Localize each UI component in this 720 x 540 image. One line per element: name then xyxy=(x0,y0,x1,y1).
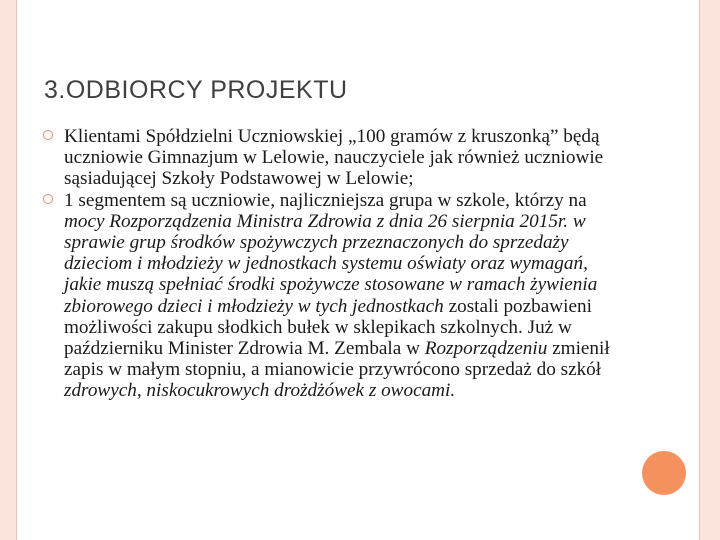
bullet-text-segment: 1 segmentem są uczniowie, najliczniejsza grupa w szkole, którzy na xyxy=(64,189,587,211)
decorative-orange-circle xyxy=(642,451,686,495)
bullet-text-segment: zostali pozbawieni możliwości zakupu słodkich bułek w sklepikach szkolnych. Już w październiku Minister Zdrowia M. Zembala w xyxy=(64,295,592,360)
bullet-text-italic-segment: mocy Rozporządzenia Ministra Zdrowia z dnia 26 sierpnia 2015r. w sprawie grup środków spożywczych przeznaczonych do sprzedaży dzieciom i młodzieży w jednostkach systemu oświaty oraz wymagań, jakie muszą spełniać środki spożywcze stosowane w ramach żywienia zbiorowego dzieci i młodzieży w tych jednostkach xyxy=(64,210,598,317)
slide-title: 3.ODBIORCY PROJEKTU xyxy=(44,76,348,104)
bullet-text: Klientami Spółdzielni Uczniowskiej „100 gramów z kruszonką” będą uczniowie Gimnazjum w Lelowie, nauczyciele jak również uczniowie sąsiadującej Szkoły Podstawowej w Lelowie; xyxy=(64,126,604,190)
bullet-list xyxy=(40,126,620,402)
bullet-text-italic-segment: zdrowych, niskocukrowych drożdżówek z owocami. xyxy=(64,380,456,402)
bullet-text-segment: zmienił zapis w małym stopniu, a mianowicie przywrócono sprzedaż do szkół xyxy=(64,338,610,381)
bullet-circle-icon xyxy=(43,130,53,140)
bullet-item-1 xyxy=(40,126,620,190)
bullet-item-2 xyxy=(40,190,620,402)
bullet-text-italic-segment: Rozporządzeniu xyxy=(424,338,548,360)
bullet-circle-icon xyxy=(43,194,53,204)
